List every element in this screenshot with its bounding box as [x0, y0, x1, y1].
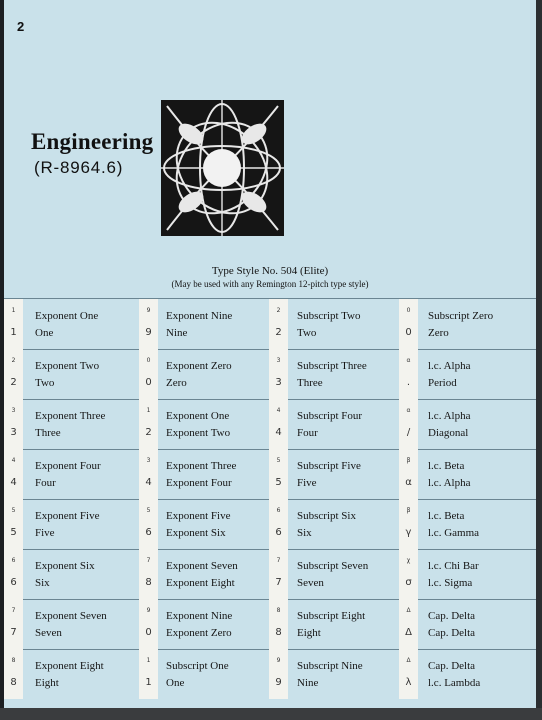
glyph-column: [399, 299, 418, 349]
table-row: [4, 549, 536, 600]
character-name: Exponent Eight: [35, 660, 104, 672]
glyph-sample: 4: [145, 477, 152, 488]
glyph-column: [139, 299, 158, 349]
character-name: Four: [35, 477, 56, 489]
glyph-sample: 0: [145, 627, 152, 638]
glyph-column: [399, 599, 418, 649]
character-name: Subscript Eight: [297, 610, 366, 622]
glyph-sample: 4: [11, 457, 16, 464]
glyph-column: [4, 499, 23, 549]
glyph-sample: 7: [11, 607, 16, 614]
character-name: Six: [35, 577, 50, 589]
page-edge-shadow: [536, 0, 542, 720]
glyph-sample: 9: [146, 307, 151, 314]
glyph-sample: 5: [276, 457, 281, 464]
glyph-sample: 8: [145, 577, 152, 588]
glyph-sample: 1: [146, 657, 151, 664]
character-name: Exponent Seven: [35, 610, 107, 622]
character-name: l.c. Alpha: [428, 477, 471, 489]
glyph-sample: 0: [146, 357, 151, 364]
character-name: Zero: [166, 377, 187, 389]
glyph-sample: 2: [275, 327, 282, 338]
glyph-column: [269, 299, 288, 349]
glyph-sample: 8: [10, 677, 17, 688]
glyph-sample: 4: [276, 407, 281, 414]
glyph-sample: β: [406, 507, 411, 514]
glyph-sample: 8: [11, 657, 16, 664]
character-name: l.c. Beta: [428, 510, 465, 522]
character-name: Exponent Four: [166, 477, 232, 489]
glyph-sample: α: [406, 407, 411, 414]
glyph-sample: 1: [11, 307, 16, 314]
glyph-sample: 8: [275, 627, 282, 638]
character-table: [4, 298, 536, 709]
character-name: Seven: [35, 627, 62, 639]
glyph-sample: 9: [145, 327, 152, 338]
glyph-column: [269, 549, 288, 599]
catalog-page: [4, 0, 536, 708]
glyph-sample: 7: [275, 577, 282, 588]
glyph-sample: 4: [10, 477, 17, 488]
glyph-sample: 7: [146, 557, 151, 564]
glyph-column: [4, 599, 23, 649]
glyph-column: [139, 399, 158, 449]
glyph-sample: 0: [406, 307, 411, 314]
character-name: Exponent Three: [35, 410, 106, 422]
glyph-column: [269, 449, 288, 499]
character-name: Subscript Two: [297, 310, 361, 322]
character-name: l.c. Lambda: [428, 677, 481, 689]
glyph-sample: 4: [275, 427, 282, 438]
glyph-column: [399, 449, 418, 499]
character-name: Cap. Delta: [428, 627, 476, 639]
product-code: (R-8964.6): [34, 158, 124, 177]
character-name: Subscript Five: [297, 460, 361, 472]
character-name: Subscript Six: [297, 510, 356, 522]
character-name: Eight: [297, 627, 321, 639]
type-style-caption: Type Style No. 504 (Elite): [211, 265, 329, 277]
character-name: Subscript Four: [297, 410, 363, 422]
glyph-sample: 9: [146, 607, 151, 614]
character-name: Exponent Zero: [166, 627, 232, 639]
glyph-column: [399, 549, 418, 599]
character-name: Diagonal: [428, 427, 469, 439]
glyph-column: [269, 499, 288, 549]
character-name: l.c. Chi Bar: [428, 560, 479, 572]
glyph-sample: α: [405, 477, 412, 488]
glyph-sample: 2: [11, 357, 16, 364]
character-name: One: [166, 677, 185, 689]
character-name: Seven: [297, 577, 324, 589]
character-name: Three: [35, 427, 61, 439]
glyph-column: [269, 349, 288, 399]
glyph-sample: .: [406, 377, 411, 388]
character-name: Eight: [35, 677, 59, 689]
glyph-column: [399, 499, 418, 549]
glyph-column: [4, 299, 23, 349]
glyph-sample: λ: [405, 677, 412, 688]
character-name: One: [35, 327, 54, 339]
glyph-column: [399, 649, 418, 699]
glyph-sample: 6: [10, 577, 17, 588]
character-name: l.c. Alpha: [428, 410, 471, 422]
character-name: Subscript One: [166, 660, 229, 672]
glyph-column: [139, 499, 158, 549]
character-name: Exponent Six: [166, 527, 226, 539]
character-name: Exponent Two: [166, 427, 231, 439]
character-name: Period: [428, 377, 457, 389]
glyph-sample: 6: [145, 527, 152, 538]
glyph-column: [4, 399, 23, 449]
glyph-column: [269, 599, 288, 649]
glyph-sample: 9: [275, 677, 282, 688]
character-name: Exponent Four: [35, 460, 101, 472]
glyph-sample: 3: [11, 407, 16, 414]
character-name: Exponent Seven: [166, 560, 238, 572]
character-name: Two: [297, 327, 317, 339]
glyph-column: [139, 549, 158, 599]
glyph-sample: 1: [145, 677, 152, 688]
character-name: Exponent Five: [35, 510, 100, 522]
glyph-sample: 1: [146, 407, 151, 414]
glyph-column: [4, 349, 23, 399]
page-title: Engineering: [31, 129, 154, 154]
character-name: Subscript Three: [297, 360, 367, 372]
page-number: 2: [17, 19, 25, 34]
table-row: [4, 499, 536, 550]
character-name: Six: [297, 527, 312, 539]
glyph-sample: 6: [11, 557, 16, 564]
character-name: l.c. Sigma: [428, 577, 473, 589]
character-name: Exponent Zero: [166, 360, 232, 372]
glyph-sample: γ: [405, 527, 412, 538]
character-name: Two: [35, 377, 55, 389]
glyph-sample: 5: [11, 507, 16, 514]
glyph-sample: 8: [276, 607, 281, 614]
character-name: Exponent Nine: [166, 310, 233, 322]
glyph-sample: 1: [10, 327, 17, 338]
glyph-sample: α: [406, 357, 411, 364]
table-row: [4, 299, 536, 350]
character-name: Exponent Eight: [166, 577, 235, 589]
table-row: [4, 399, 536, 450]
character-name: Subscript Zero: [428, 310, 494, 322]
glyph-sample: 6: [275, 527, 282, 538]
glyph-sample: 5: [146, 507, 151, 514]
glyph-sample: 2: [145, 427, 152, 438]
character-name: Cap. Delta: [428, 610, 476, 622]
glyph-sample: β: [406, 457, 411, 464]
character-name: Subscript Nine: [297, 660, 363, 672]
character-name: Subscript Seven: [297, 560, 369, 572]
character-name: l.c. Gamma: [428, 527, 480, 539]
character-name: Three: [297, 377, 323, 389]
glyph-column: [4, 549, 23, 599]
glyph-column: [139, 599, 158, 649]
glyph-sample: Δ: [406, 657, 411, 664]
character-name: Five: [35, 527, 55, 539]
glyph-sample: 3: [275, 377, 282, 388]
glyph-sample: 0: [145, 377, 152, 388]
table-row: [4, 449, 536, 500]
character-name: Cap. Delta: [428, 660, 476, 672]
type-style-note: (May be used with any Remington 12-pitch type style): [171, 279, 369, 289]
scan-bottom-edge: [0, 708, 542, 720]
glyph-column: [139, 449, 158, 499]
glyph-sample: σ: [405, 577, 412, 588]
character-name: Exponent Two: [35, 360, 100, 372]
character-name: l.c. Beta: [428, 460, 465, 472]
glyph-sample: 3: [10, 427, 17, 438]
character-name: Exponent One: [35, 310, 99, 322]
character-name: Four: [297, 427, 318, 439]
character-name: Exponent Five: [166, 510, 231, 522]
glyph-column: [4, 649, 23, 699]
glyph-sample: 5: [275, 477, 282, 488]
glyph-column: [4, 449, 23, 499]
glyph-column: [139, 349, 158, 399]
glyph-sample: Δ: [405, 627, 412, 638]
glyph-sample: 6: [276, 507, 281, 514]
glyph-column: [399, 349, 418, 399]
character-name: Zero: [428, 327, 449, 339]
floral-emblem-image: [161, 100, 284, 236]
glyph-column: [269, 399, 288, 449]
glyph-sample: 2: [10, 377, 17, 388]
glyph-sample: 2: [276, 307, 281, 314]
character-name: Exponent Nine: [166, 610, 233, 622]
glyph-sample: 9: [276, 657, 281, 664]
character-name: Exponent Three: [166, 460, 237, 472]
glyph-sample: 3: [146, 457, 151, 464]
glyph-sample: 7: [10, 627, 17, 638]
glyph-sample: Δ: [406, 607, 411, 614]
glyph-sample: 7: [276, 557, 281, 564]
table-row: [4, 649, 536, 699]
character-name: Exponent Six: [35, 560, 95, 572]
glyph-sample: 3: [276, 357, 281, 364]
glyph-column: [139, 649, 158, 699]
glyph-column: [399, 399, 418, 449]
glyph-sample: χ: [406, 557, 411, 564]
glyph-sample: 0: [405, 327, 412, 338]
character-name: Nine: [297, 677, 319, 689]
table-row: [4, 349, 536, 400]
character-name: Nine: [166, 327, 188, 339]
character-name: Exponent One: [166, 410, 230, 422]
glyph-column: [269, 649, 288, 699]
character-name: l.c. Alpha: [428, 360, 471, 372]
character-name: Five: [297, 477, 317, 489]
glyph-sample: 5: [10, 527, 17, 538]
glyph-sample: /: [406, 427, 411, 438]
table-row: [4, 599, 536, 650]
